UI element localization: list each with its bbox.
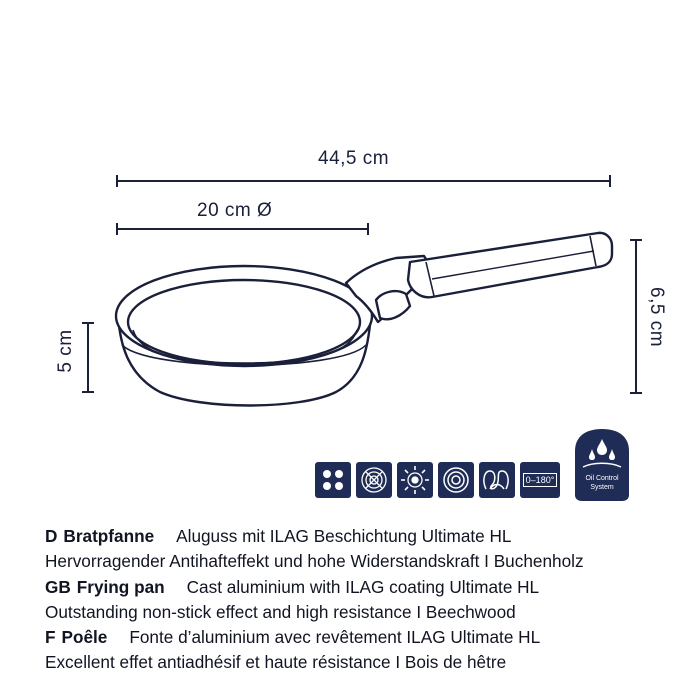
total-height-dimension-line xyxy=(630,240,642,393)
gas-hob-icon xyxy=(315,462,351,498)
diameter-label: 20 cm Ø xyxy=(197,200,273,221)
total-length-dimension-line xyxy=(117,175,610,187)
language-code: D xyxy=(45,526,58,546)
pan-handle xyxy=(346,233,612,322)
language-code: F xyxy=(45,627,56,648)
oven-temperature-icon xyxy=(520,462,560,498)
language-code: GB xyxy=(45,576,71,597)
description-de-line1 xyxy=(45,524,685,549)
oil-control-badge xyxy=(573,427,631,503)
body-height-label: 5 cm xyxy=(55,329,76,373)
pan-body xyxy=(116,266,372,406)
oven-temperature-label: 0–180° xyxy=(523,473,558,487)
total-height-label: 6,5 cm xyxy=(646,287,667,348)
induction-icon xyxy=(479,462,515,498)
oil-control-line1: Oil Control xyxy=(585,475,619,482)
product-spec: Cast aluminium with ILAG coating Ultimate HL xyxy=(186,576,540,597)
product-spec: Aluguss mit ILAG Beschichtung Ultimate HL xyxy=(176,526,512,546)
product-descriptions xyxy=(45,524,685,676)
oil-control-text xyxy=(573,474,631,492)
hob-compatibility-icons xyxy=(315,462,560,498)
product-name: Bratpfanne xyxy=(63,526,155,546)
product-spec: Fonte d’aluminium avec revêtement ILAG Ultimate HL xyxy=(129,627,541,648)
electric-plate-icon xyxy=(438,462,474,498)
oil-control-line2: System xyxy=(590,484,614,491)
description-de xyxy=(45,524,685,575)
ceramic-hob-icon xyxy=(356,462,392,498)
description-fr-line2: Excellent effet antiadhésif et haute résistance I Bois de hêtre xyxy=(45,652,507,673)
description-fr-line1 xyxy=(45,625,685,650)
description-gb xyxy=(45,575,685,626)
product-name: Frying pan xyxy=(76,576,165,597)
body-height-dimension-line xyxy=(82,323,94,392)
product-name: Poêle xyxy=(61,627,108,648)
description-de-line2: Hervorragender Antihafteffekt und hohe Widerstandskraft I Buchenholz xyxy=(45,551,584,572)
diameter-dimension-line xyxy=(117,223,368,235)
description-fr xyxy=(45,625,685,676)
description-gb-line1 xyxy=(45,575,685,600)
radiant-hob-icon xyxy=(397,462,433,498)
total-length-label: 44,5 cm xyxy=(318,148,390,169)
description-gb-line2: Outstanding non-stick effect and high resistance I Beechwood xyxy=(45,601,516,622)
